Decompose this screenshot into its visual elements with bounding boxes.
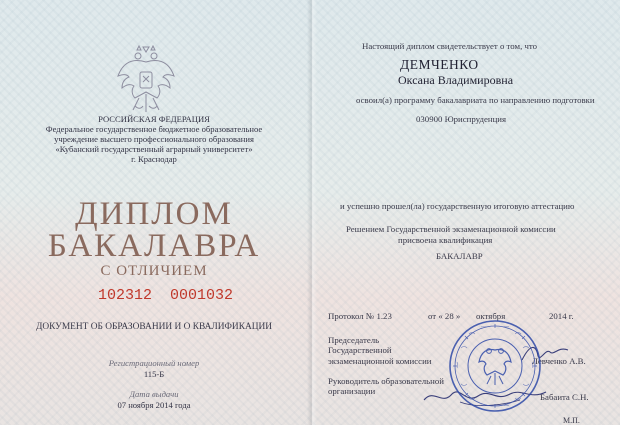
qualification: БАКАЛАВР [436, 251, 483, 261]
program-text: освоил(а) программу бакалавриата по направлению подготовки [356, 95, 595, 105]
institution-line: «Кубанский государственный аграрный университет» [55, 144, 253, 154]
serial-number: 0001032 [170, 287, 234, 304]
serial-series: 102312 [98, 287, 153, 304]
diploma-left-page [0, 0, 308, 425]
chair-title-line1: Председатель [328, 335, 380, 345]
distinction-label: С ОТЛИЧИЕМ [100, 263, 208, 279]
chair-name: Левченко А.В. [532, 356, 586, 366]
issue-date-label: Дата выдачи [129, 389, 179, 399]
federation-label: РОССИЙСКАЯ ФЕДЕРАЦИЯ [98, 114, 210, 124]
chair-title-line3: экзаменационной комиссии [328, 356, 432, 366]
protocol-year: 2014 г. [549, 311, 574, 321]
protocol-month: октября [476, 311, 506, 321]
protocol-day: от « 28 » [428, 311, 461, 321]
program-code: 030900 Юриспруденция [416, 114, 507, 124]
commission-text-line2: присвоена квалификация [398, 235, 493, 245]
double-headed-eagle-emblem-icon [115, 42, 177, 118]
head-title-line1: Руководитель образовательной [328, 376, 444, 386]
institution-name [28, 124, 280, 164]
document-type: ДОКУМЕНТ ОБ ОБРАЗОВАНИИ И О КВАЛИФИКАЦИИ [35, 322, 273, 332]
institution-line: Федеральное государственное бюджетное образовательное [45, 124, 263, 134]
graduate-surname: ДЕМЧЕНКО [400, 57, 479, 72]
registration-number: 115-Б [143, 369, 165, 379]
official-seal-icon [447, 318, 543, 414]
issue-date: 07 ноября 2014 года [117, 400, 191, 410]
chair-title-line2: Государственной [328, 345, 392, 355]
stamp-place-label: М.П. [563, 416, 580, 425]
institution-city: г. Краснодар [131, 154, 177, 164]
graduate-given-names: Оксана Владимировна [398, 73, 514, 87]
protocol-number: Протокол № 1.23 [328, 311, 392, 321]
head-title-line2: организации [328, 386, 376, 396]
head-name: Бабаитa С.Н. [540, 392, 589, 402]
diploma-title-line1: ДИПЛОМ [75, 196, 233, 232]
attestation-text: и успешно прошел(ла) государственную итоговую аттестацию [340, 201, 575, 211]
certifies-text: Настоящий диплом свидетельствует о том, что [362, 41, 538, 51]
commission-text-line1: Решением Государственной экзаменационной комиссии [346, 224, 556, 234]
diploma-title-line2: БАКАЛАВРА [47, 228, 261, 264]
institution-line: учреждение высшего профессионального образования [54, 134, 254, 144]
registration-label: Регистрационный номер [108, 358, 200, 368]
